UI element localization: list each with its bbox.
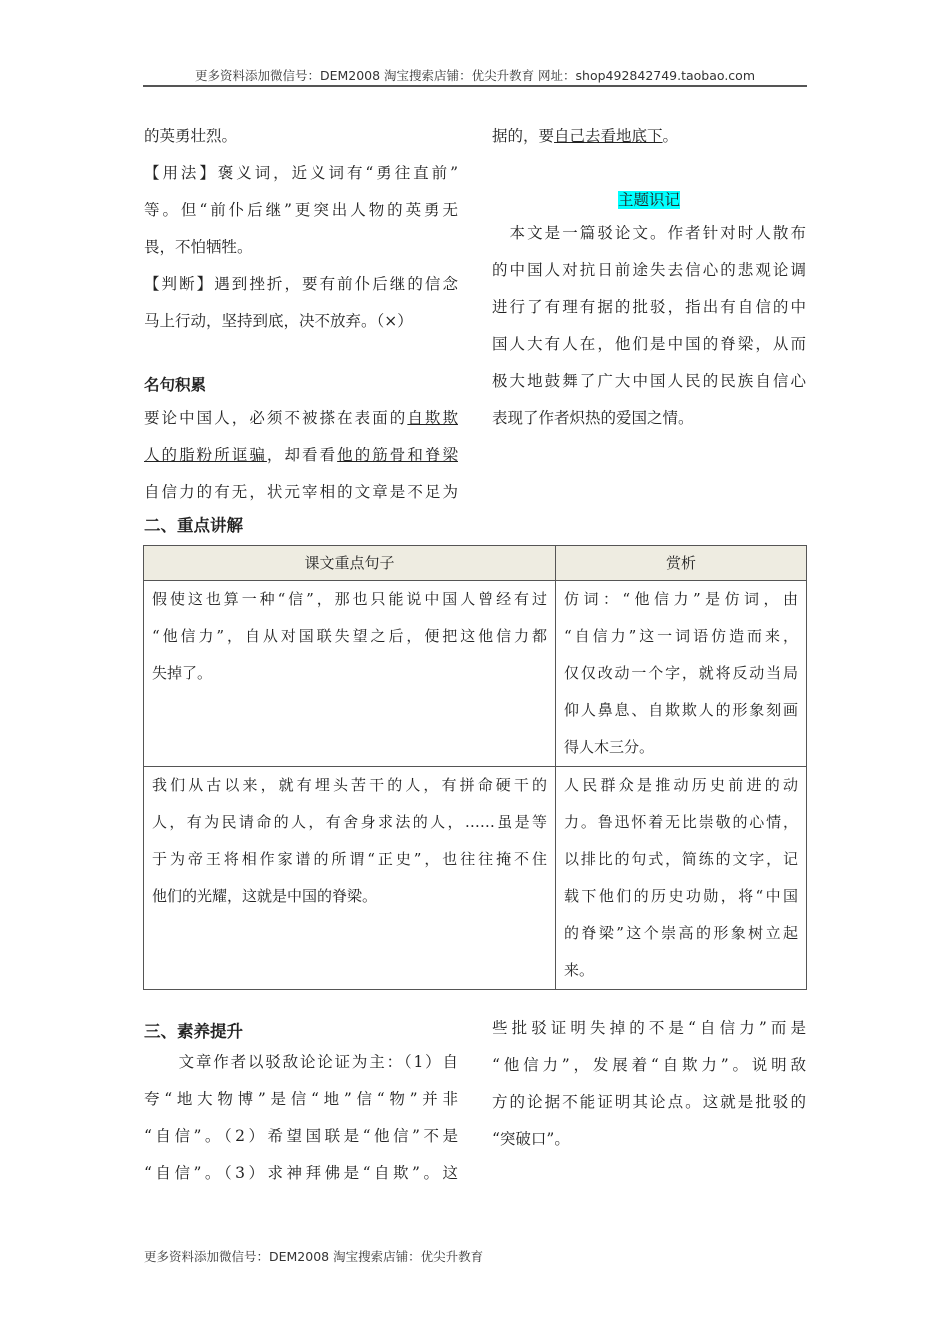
text-line: 得人木三分。 <box>564 738 655 756</box>
text-line <box>492 289 806 326</box>
page-footer: 更多资料添加微信号：DEM2008 淘宝搜索店铺：优尖升教育 <box>144 1249 484 1264</box>
text-line <box>144 400 458 437</box>
text-line: 仅仅改动一个字，就将反动当局 <box>564 664 798 682</box>
text-line: “自信”。（3）求神拜佛是“自欺”。这 <box>144 1164 458 1182</box>
text-segment: 进行了有理有据的批驳，指出有自信的中 <box>492 298 806 316</box>
column-header-analysis: 赏析 <box>556 546 807 581</box>
text-line <box>144 229 458 266</box>
text-line: “他信力”，自从对国联失望之后，便把这他信力都 <box>152 627 547 645</box>
text-line <box>492 118 806 155</box>
text-line: 仿词：“他信力”是仿词，由 <box>564 590 798 608</box>
sentence-cell <box>144 767 556 990</box>
header-rule <box>143 85 807 87</box>
underlined-text: 他的筋骨和脊梁 <box>337 446 458 464</box>
text-segment: 马上行动，坚持到底，决不放弃。（×） <box>144 312 413 330</box>
analysis-cell <box>556 581 807 767</box>
text-line: “他信力”，发展着“自欺力”。说明敌 <box>492 1056 806 1074</box>
analysis-cell <box>556 767 807 990</box>
text-segment: 自信力的有无，状元宰相的文章是不足为 <box>144 483 458 501</box>
underlined-text: 人的脂粉所诓骗 <box>144 446 267 464</box>
text-line: “突破口”。 <box>492 1130 570 1148</box>
text-segment: 【判断】遇到挫折，要有前仆后继的信念 <box>144 275 458 293</box>
table-row <box>144 767 807 990</box>
famous-quotes <box>144 400 458 511</box>
section-2-title: 二、重点讲解 <box>144 516 243 535</box>
text-line <box>144 266 458 303</box>
text-line: 仰人鼻息、自欺欺人的形象刻画 <box>564 701 798 719</box>
column-header-sentence: 课文重点句子 <box>144 546 556 581</box>
left-column-top <box>144 118 458 511</box>
text-line <box>144 192 458 229</box>
text-segment: 畏，不怕牺牲。 <box>144 238 253 256</box>
text-line: “自信力”这一词语仿造而来， <box>564 627 798 645</box>
text-line <box>144 474 458 511</box>
underlined-text: 自己去看地底下 <box>554 127 663 145</box>
text-line <box>492 400 806 437</box>
page-header: 更多资料添加微信号：DEM2008 淘宝搜索店铺：优尖升教育 网址：shop492842749.taobao.com <box>194 68 756 83</box>
text-segment: ，却看看 <box>266 446 338 464</box>
right-column-top <box>492 118 806 437</box>
text-line: 些批驳证明失掉的不是“自信力”而是 <box>492 1019 806 1037</box>
text-line <box>144 118 458 155</box>
text-line: 夸“地大物博”是信“地”信“物”并非 <box>144 1090 458 1108</box>
text-line: 假使这也算一种“信”，那也只能说中国人曾经有过 <box>152 590 547 608</box>
text-segment: 本文是一篇驳论文。作者针对时人散布 <box>492 224 806 242</box>
theme-heading: 主题识记 <box>617 191 680 209</box>
text-segment: 的英勇壮烈。 <box>144 127 238 145</box>
text-segment: 国人大有人在，他们是中国的脊梁，从而 <box>492 335 806 353</box>
text-segment: 表现了作者炽热的爱国之情。 <box>492 409 694 427</box>
section-3-right <box>492 1010 806 1158</box>
sentence-cell <box>144 581 556 767</box>
text-line <box>492 326 806 363</box>
table-row <box>144 581 807 767</box>
text-line: 我们从古以来，就有埋头苦干的人，有拼命硬干的 <box>152 776 547 794</box>
text-line: 人，有为民请命的人，有舍身求法的人，……虽是等 <box>152 813 547 831</box>
section-3-title: 三、素养提升 <box>144 1022 243 1041</box>
text-line: 力。鲁迅怀着无比崇敬的心情， <box>564 813 798 831</box>
text-segment: 极大地鼓舞了广大中国人民的民族自信心 <box>492 372 806 390</box>
text-line: 载下他们的历史功勋，将“中国 <box>564 887 798 905</box>
text-segment: 的中国人对抗日前途失去信心的悲观论调 <box>492 261 806 279</box>
text-segment: 。 <box>662 127 679 145</box>
text-line: 失掉了。 <box>152 664 213 682</box>
table-header-row <box>144 546 807 581</box>
section-3-left <box>144 1044 458 1192</box>
text-line: 文章作者以驳敌论论证为主：（1）自 <box>144 1053 458 1071</box>
text-line <box>492 363 806 400</box>
idiom-explanation <box>144 118 458 340</box>
text-line <box>144 155 458 192</box>
text-line: 人民群众是推动历史前进的动 <box>564 776 798 794</box>
text-segment: 等。但“前仆后继”更突出人物的英勇无 <box>144 201 458 219</box>
text-segment: 要论中国人，必须不被搽在表面的 <box>144 409 408 427</box>
text-line: 来。 <box>564 961 595 979</box>
text-line: 以排比的句式，简练的文字，记 <box>564 850 798 868</box>
theme-summary <box>492 215 806 437</box>
text-line <box>492 252 806 289</box>
text-line: 方的论据不能证明其论点。这就是批驳的 <box>492 1093 806 1111</box>
text-line <box>144 437 458 474</box>
underlined-text: 自欺欺 <box>407 409 458 427</box>
famous-quotes-heading: 名句积累 <box>144 376 207 394</box>
key-sentences-table <box>143 545 807 990</box>
text-line: “自信”。（2）希望国联是“他信”不是 <box>144 1127 458 1145</box>
text-line <box>144 303 458 340</box>
text-segment: 【用法】褒义词，近义词有“勇往直前” <box>144 164 458 182</box>
continued-text <box>492 118 806 155</box>
text-line: 的脊梁”这个崇高的形象树立起 <box>564 924 798 942</box>
text-line <box>492 215 806 252</box>
text-segment: 据的，要 <box>492 127 555 145</box>
text-line: 他们的光耀，这就是中国的脊梁。 <box>152 887 378 905</box>
text-line: 于为帝王将相作家谱的所谓“正史”，也往往掩不住 <box>152 850 547 868</box>
